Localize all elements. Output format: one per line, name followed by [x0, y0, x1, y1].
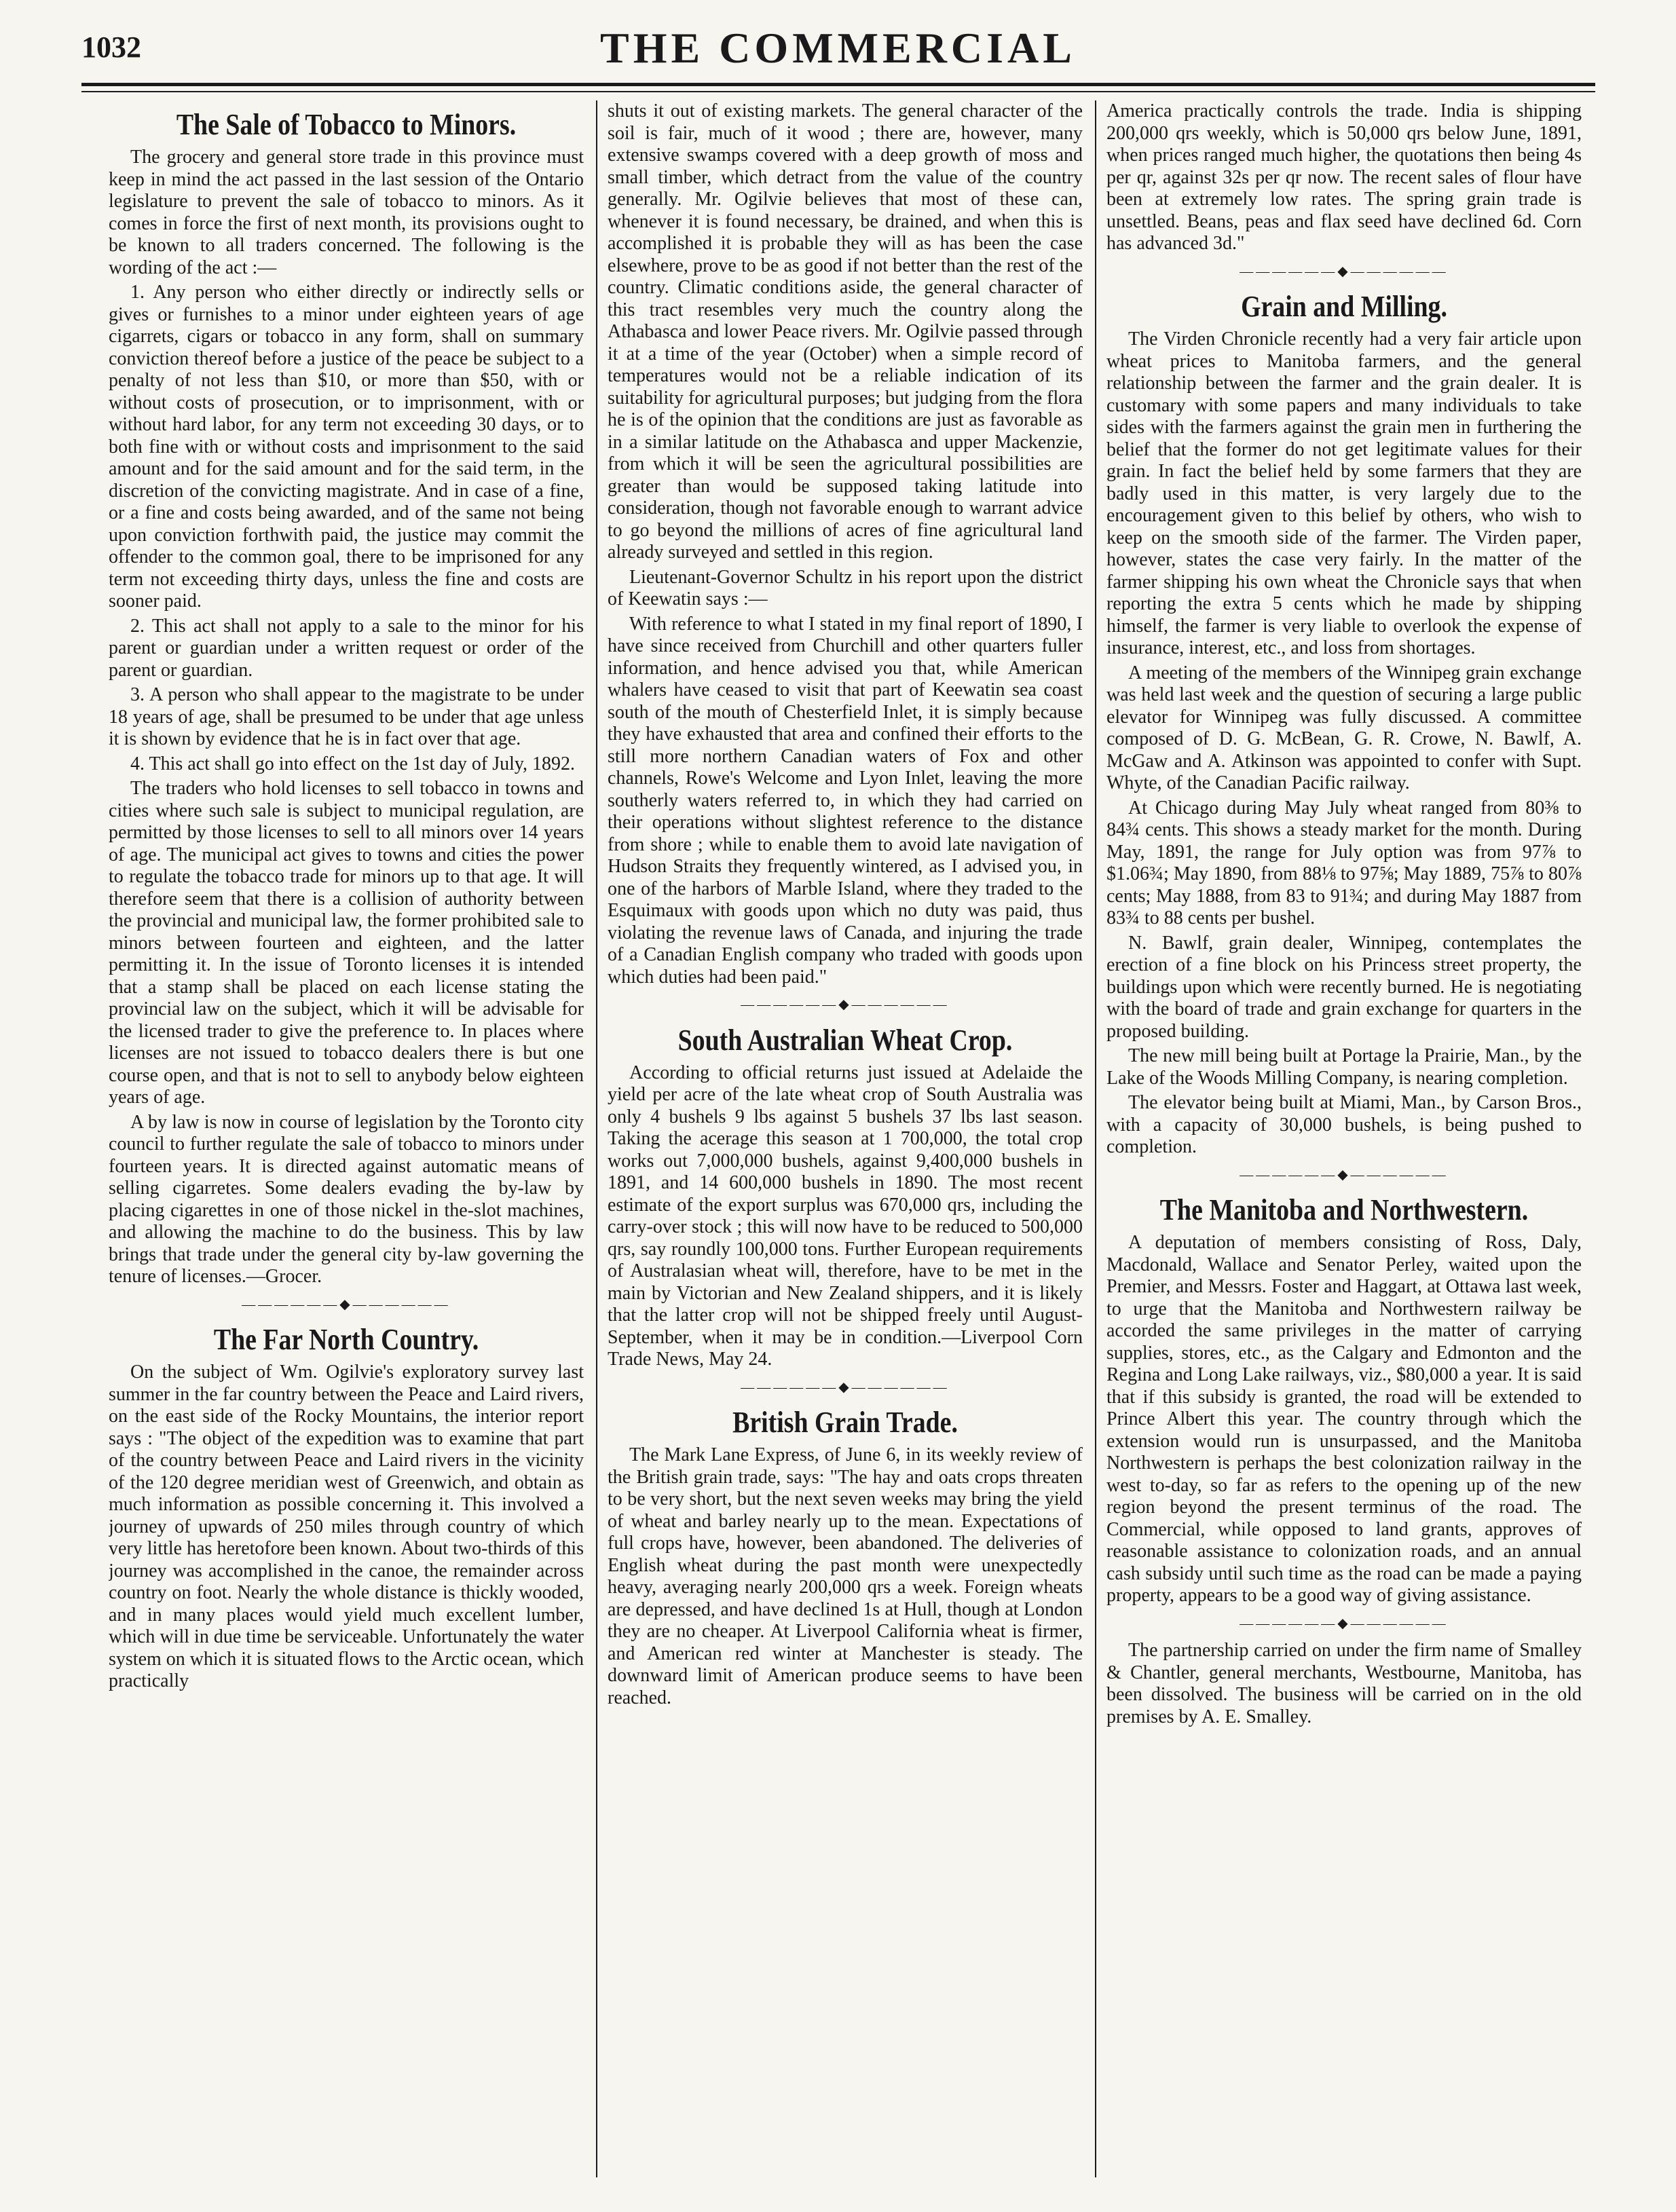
- paragraph: 3. A person who shall appear to the magistrate to be under 18 years of age, shall be presumed to be under that age unless it is shown by evidence that he is in fact over that age.: [109, 684, 584, 749]
- article-separator: [1106, 1164, 1582, 1186]
- paragraph: According to official returns just issued at Adelaide the yield per acre of the late wheat crop of South Australia was only 4 bushels 9 lbs against 5 bushels 37 lbs last season. Taking the acerage this season at 1 700,000, the total crop works out 7,000,000 bushels, against 9,400,000 bushels in 1891, and 14 600,000 bushels in 1890. The most recent estimate of the export surplus was 670,000 qrs, including the carry-over stock ; this will now have to be reduced to 500,000 qrs, say roundly 100,000 tons. Further European requirements of Australasian wheat will, therefore, have to be met in the main by Victorian and New Zealand shippers, and it is likely that the latter crop will not be shipped freely until August-September, when it may be in condition.—Liverpool Corn Trade News, May 24.: [608, 1062, 1083, 1370]
- column-divider: [1095, 100, 1096, 2177]
- paragraph: The partnership carried on under the firm name of Smalley & Chantler, general merchants, Westbourne, Manitoba, has been dissolved. The business will be carried on in the old premises by A. E. Smalley.: [1106, 1640, 1582, 1727]
- column-3: [1106, 100, 1582, 2177]
- paragraph: 2. This act shall not apply to a sale to the minor for his parent or guardian under a written request or order of the parent or guardian.: [109, 615, 584, 681]
- article-separator: [1106, 1613, 1582, 1635]
- article-heading: British Grain Trade.: [732, 1406, 958, 1439]
- article-separator: [109, 1294, 584, 1316]
- article-heading: The Far North Country.: [213, 1323, 479, 1356]
- paragraph: A meeting of the members of the Winnipeg grain exchange was held last week and the question of securing a large public elevator for Winnipeg was fully discussed. A committee composed of D. G. McBean, G. R. Crowe, N. Bawlf, A. McGaw and A. Atkinson was appointed to confer with Supt. Whyte, of the Canadian Pacific railway.: [1106, 662, 1582, 793]
- column-1: [109, 100, 584, 2177]
- article-separator: [608, 994, 1083, 1016]
- paragraph: The grocery and general store trade in this province must keep in mind the act passed in the last session of the Ontario legislature to prevent the sale of tobacco to minors. As it comes in force the first of next month, its provisions ought to be known to all traders concerned. The following is the wording of the act :—: [109, 147, 584, 278]
- column-divider: [596, 100, 597, 2177]
- paragraph: 4. This act shall go into effect on the 1st day of July, 1892.: [130, 753, 576, 774]
- paragraph-continued: shuts it out of existing markets. The general character of the soil is fair, much of it wood ; there are, however, many extensive swamps covered with a deep growth of moss and small timber, which detract from the value of the country generally. Mr. Ogilvie believes that most of these can, whenever it is found necessary, be drained, and when this is accomplished it is probable they will as has been the case elsewhere, prove to be as good if not better than the rest of the country. Climatic conditions aside, the general character of this tract resembles very much the country along the Athabasca and lower Peace rivers. Mr. Ogilvie passed through it at a time of the year (October) when a simple record of temperatures would not be a reliable indication of its suitability for agricultural purposes; but judging from the flora he is of the opinion that the conditions are just as favorable as in a similar latitude on the Athabasca and upper Mackenzie, from which it will be seen the agricultural possibilities are greater than would be supposed taking latitude into consideration, though not favorable enough to warrant advice to go beyond the millions of acres of fine agricultural land already surveyed and settled in this region.: [608, 100, 1083, 563]
- page-number: 1032: [81, 31, 141, 64]
- paragraph: N. Bawlf, grain dealer, Winnipeg, contemplates the erection of a fine block on his Princess street property, the buildings upon which were recently burned. He is negotiating with the board of trade and grain exchange for quarters in the proposed building.: [1106, 932, 1582, 1042]
- paragraph: On the subject of Wm. Ogilvie's exploratory survey last summer in the far country between the Peace and Laird rivers, on the east side of the Rocky Mountains, the interior report says : "The object of the expedition was to examine that part of the country between Peace and Laird rivers in the vicinity of the 120 degree meridian west of Greenwich, and obtain as much information as possible concerning it. This involved a journey of upwards of 250 miles through country of which very little has heretofore been known. About two-thirds of this journey was accomplished in the canoe, the remainder across country on foot. Nearly the whole distance is thickly wooded, and in many places would yield much excellent lumber, which will in due time be serviceable. Unfortunately the water system on which it is situated flows to the Arctic ocean, which practically: [109, 1362, 584, 1691]
- article-heading: The Manitoba and Northwestern.: [1159, 1193, 1529, 1226]
- article-heading: Grain and Milling.: [1241, 290, 1447, 323]
- paragraph-continued: America practically controls the trade. India is shipping 200,000 qrs weekly, which is 50,000 qrs below June, 1891, when prices ranged much higher, the quotations then being 4s per qr, against 32s per qr now. The recent sales of flour have been at extremely low rates. The spring grain trade is unsettled. Beans, peas and flax seed have declined 6d. Corn has advanced 3d.": [1106, 100, 1582, 254]
- article-separator: [608, 1376, 1083, 1399]
- paragraph: With reference to what I stated in my final report of 1890, I have since received from Churchill and other quarters fuller information, and hence advised you that, while American whalers have ceased to visit that part of Keewatin sea coast south of the mouth of Chesterfield Inlet, it is simply because they have exhausted that area and confined their efforts to the still more northern Canadian waters of Fox and other channels, Rowe's Welcome and Lyon Inlet, leaving the more southerly waters referred to, in which they had carried on their operations without slightest reference to the distance from shore ; while to enable them to avoid late navigation of Hudson Straits they frequently wintered, as I advised you, in one of the harbors of Marble Island, where they traded to the Esquimaux with goods upon which no duty was paid, thus violating the revenue laws of Canada, and injuring the trade of a Canadian English company who traded with goods upon which duties had been paid.": [608, 613, 1083, 988]
- column-2: [608, 100, 1083, 2177]
- paragraph: The new mill being built at Portage la Prairie, Man., by the Lake of the Woods Milling Company, is nearing completion.: [1106, 1045, 1582, 1089]
- masthead-title: THE COMMERCIAL: [600, 24, 1076, 72]
- paragraph: The traders who hold licenses to sell tobacco in towns and cities where such sale is subject to municipal regulation, are permitted by those licenses to sell to all minors over 14 years of age. The municipal act gives to towns and cities the power to regulate the tobacco trade for minors up to that age. It will therefore seem that there is a collision of authority between the provincial and municipal law, the former prohibited sale to minors between fourteen and eighteen, and the latter permitting it. In the issue of Toronto licenses it is intended that a stamp shall be placed on each license stating the provincial law on the subject, which it will be advisable for the licensed trader to give the preference to. In places where licenses are not issued to tobacco dealers there is but one course open, and that is not to sell to anybody below eighteen years of age.: [109, 778, 584, 1108]
- paragraph: The elevator being built at Miami, Man., by Carson Bros., with a capacity of 30,000 bushels, is being pushed to completion.: [1106, 1092, 1582, 1157]
- paragraph: The Mark Lane Express, of June 6, in its weekly review of the British grain trade, says: "The hay and oats crops threaten to be very short, but the next seven weeks may bring the yield of wheat and barley nearly up to the mean. Expectations of full crops have, however, been abandoned. The deliveries of English wheat during the past month were unexpectedly heavy, averaging nearly 200,000 qrs a week. Foreign wheats are depressed, and have declined 1s at Hull, though at London they are no cheaper. At Liverpool California wheat is firmer, and American red winter at Manchester is steady. The downward limit of American produce seems to have been reached.: [608, 1444, 1083, 1708]
- paragraph: A by law is now in course of legislation by the Toronto city council to further regulate the sale of tobacco to minors under fourteen years. It is directed against automatic means of selling cigarretes. Some dealers evading the by-law by placing cigarettes in one of those nickel in the-slot machines, and allowing the machine to do the business. This by law brings that trade under the general city by-law governing the tenure of licenses.—Grocer.: [109, 1111, 584, 1287]
- paragraph: A deputation of members consisting of Ross, Daly, Macdonald, Wallace and Senator Perley, waited upon the Premier, and Messrs. Foster and Haggart, at Ottawa last week, to urge that the Manitoba and Northwestern railway be accorded the same privileges in the matter of carrying supplies, stores, etc., as the Calgary and Edmonton and the Regina and Long Lake railways, viz., $80,000 a year. It is said that if this subsidy is granted, the road will be extended to Prince Albert this year. The country through which the extension would run is unsurpassed, and the Manitoba Northwestern is perhaps the best colonization railway in the west to-day, so far as refers to the opening up of the new region beyond the present terminus of the road. The Commercial, while opposed to land grants, approves of reasonable assistance to colonization roads, and an annual cash subsidy until such time as the road can be made a paying property, appears to be a good way of giving assistance.: [1106, 1232, 1582, 1606]
- masthead-rule-thick: [81, 83, 1595, 86]
- article-heading: South Australian Wheat Crop.: [677, 1023, 1013, 1057]
- paragraph: The Virden Chronicle recently had a very fair article upon wheat prices to Manitoba farmers, and the general relationship between the farmer and the grain dealer. It is customary with some papers and many individuals to take sides with the farmers against the grain men in furthering the belief that the former do not get legitimate values for their grain. In fact the belief held by some farmers that they are badly used in this matter, is very largely due to the encouragement given to this belief by others, who wish to keep on the smooth side of the farmer. The Virden paper, however, states the case very fairly. In the matter of the farmer shipping his own wheat the Chronicle says that when reporting the extra 5 cents which he made by shipping himself, the farmer is very liable to overlook the expense of insurance, interest, etc., and loss from shortages.: [1106, 329, 1582, 658]
- paragraph: 1. Any person who either directly or indirectly sells or gives or furnishes to a minor under eighteen years of age cigarrets, cigars or tobacco in any form, shall on summary conviction thereof before a justice of the peace be subject to a penalty of not less than $10, or more than $50, with or without costs of prosecution, or to imprisonment, with or without hard labor, for any term not exceeding 30 days, or to both fine with or without costs and imprisonment to the said amount and for the said amount and for the said term, in the discretion of the convicting magistrate. And in case of a fine, or a fine and costs being awarded, and of the same not being upon conviction forthwith paid, the justice may commit the offender to the common goal, there to be imprisoned for any term not exceeding thirty days, unless the fine and costs are sooner paid.: [109, 282, 584, 612]
- paragraph: At Chicago during May July wheat ranged from 80⅜ to 84¾ cents. This shows a steady market for the month. During May, 1891, the range for July option was from 97⅞ to $1.06¾; May 1890, from 88⅛ to 97⅝; May 1889, 75⅞ to 80⅞ cents; May 1888, from 83 to 91¾; and during May 1887 from 83¾ to 88 cents per bushel.: [1106, 797, 1582, 929]
- masthead-rule-thin: [81, 91, 1595, 92]
- article-separator: [1106, 261, 1582, 283]
- article-heading: The Sale of Tobacco to Minors.: [176, 108, 517, 141]
- paragraph: Lieutenant-Governor Schultz in his report upon the district of Keewatin says :—: [608, 566, 1083, 610]
